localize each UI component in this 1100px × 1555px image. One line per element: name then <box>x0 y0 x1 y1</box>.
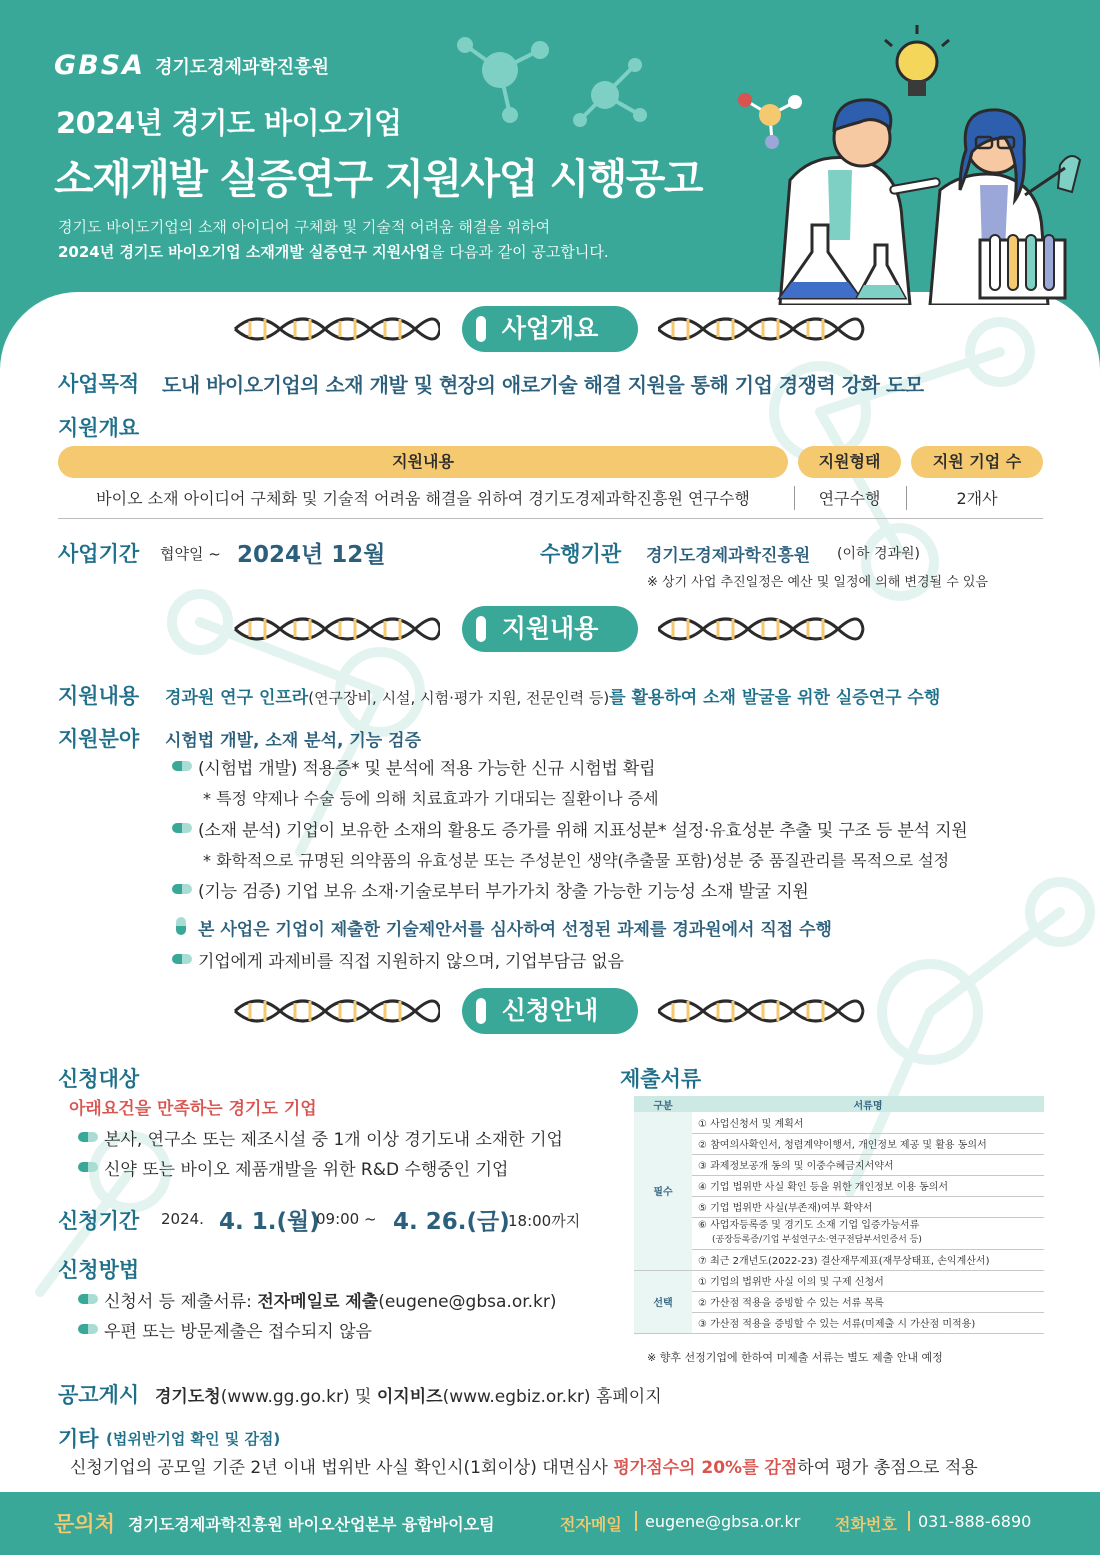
table-row <box>634 1291 1044 1312</box>
dna-left-icon <box>230 309 440 349</box>
table-bottom-line <box>58 518 1043 519</box>
support-field-label: 지원분야 <box>58 727 140 751</box>
section-banner-support <box>230 604 870 654</box>
period-prefix: 협약일 ~ <box>160 545 221 563</box>
etc-text: 신청기업의 공모일 기준 2년 이내 법위반 사실 확인시(1회이상) 대면심사 평가점수의 20%를 감점하여 평가 총점으로 적용 <box>70 1458 978 1478</box>
org-label: 수행기관 <box>540 542 622 566</box>
contact-phone: 031-888-6890 <box>918 1512 1032 1531</box>
docs-item: ④ 기업 법위반 사실 확인 등을 위한 개인정보 이용 동의서 <box>692 1175 1044 1196</box>
method-label: 신청방법 <box>58 1258 140 1282</box>
support-content-label: 지원내용 <box>58 684 140 708</box>
apply-period-label: 신청기간 <box>58 1209 140 1233</box>
scientists-illustration <box>420 20 1100 305</box>
purpose-label: 사업목적 <box>58 372 140 396</box>
docs-label: 제출서류 <box>620 1067 702 1091</box>
summary-label: 지원개요 <box>58 416 140 440</box>
target-item-2: 신약 또는 바이오 제품개발을 위한 R&D 수행중인 기업 <box>104 1160 509 1180</box>
post-label: 공고게시 <box>58 1383 140 1407</box>
table-row <box>634 1249 1044 1270</box>
capsule-bullet-icon <box>172 823 192 833</box>
section-banner-apply <box>230 986 870 1036</box>
capsule-vertical-icon <box>176 917 186 935</box>
schedule-note: ※ 상기 사업 추진일정은 예산 및 일정에 의해 변경될 수 있음 <box>647 575 989 590</box>
table-row <box>634 1270 1044 1291</box>
contact-org: 경기도경제과학진흥원 바이오산업본부 융합바이오팀 <box>128 1515 495 1534</box>
table-cell-count: 2개사 <box>956 489 998 508</box>
capsule-bullet-icon <box>172 954 192 964</box>
dna-right-icon <box>658 991 868 1031</box>
support-note-1: * 특정 약제나 수술 등에 의해 치료효과가 기대되는 질환이나 증세 <box>203 789 659 808</box>
title-line-1: 2024년 경기도 바이오기업 <box>56 106 402 140</box>
intro-line-2: 2024년 경기도 바이오기업 소재개발 실증연구 지원사업을 다음과 같이 공고합니다. <box>58 243 609 261</box>
apply-period-end-time: 18:00까지 <box>508 1212 581 1230</box>
table-row <box>634 1312 1044 1333</box>
docs-item: ⑥ 사업자등록증 및 경기도 소재 기업 입증가능서류 (공장등록증/기업 부설연구소·연구전담부서인증서 등) <box>692 1217 1044 1249</box>
intro-line-1: 경기도 바이도기업의 소재 아이디어 구체화 및 기술적 어려움 해결을 위하여 <box>58 218 551 236</box>
footer-separator <box>635 1511 637 1531</box>
docs-item: ③ 가산점 적용을 증빙할 수 있는 서류(미제출 시 가산점 미적용) <box>692 1312 1044 1333</box>
capsule-bullet-icon <box>78 1324 98 1334</box>
docs-note: ※ 향후 선정기업에 한하여 미제출 서류는 별도 제출 안내 예정 <box>647 1351 943 1364</box>
docs-item: ② 참여의사확인서, 청렴계약이행서, 개인정보 제공 및 활용 동의서 <box>692 1133 1044 1154</box>
support-item-2: (소재 분석) 기업이 보유한 소재의 활용도 증가를 위해 지표성분* 설정·유효성분 추출 및 구조 등 분석 지원 <box>198 821 968 841</box>
logo-name: 경기도경제과학진흥원 <box>155 56 329 78</box>
capsule-bullet-icon <box>78 1294 98 1304</box>
support-item-1: (시험법 개발) 적용증* 및 분석에 적용 가능한 신규 시험법 확립 <box>198 759 656 779</box>
apply-period-start: 4. 1.(월) <box>219 1209 320 1235</box>
support-content-text: 경과원 연구 인프라(연구장비, 시설, 시험·평가 지원, 전문인력 등)를 활용하여 소재 발굴을 위한 실증연구 수행 <box>165 688 941 708</box>
dna-right-icon <box>658 609 868 649</box>
etc-sub: (법위반기업 확인 및 감점) <box>106 1430 281 1448</box>
support-field-title: 시험법 개발, 소재 분석, 기능 검증 <box>165 731 421 751</box>
contact-email[interactable]: eugene@gbsa.or.kr <box>645 1512 801 1531</box>
docs-header-name: 서류명 <box>692 1096 1044 1112</box>
method-item-2: 우편 또는 방문제출은 접수되지 않음 <box>104 1322 372 1342</box>
support-note-2: * 화학적으로 규명된 의약품의 유효성분 또는 주성분인 생약(추출물 포함)성분 중 품질관리를 목적으로 설정 <box>203 851 950 870</box>
docs-item: ⑦ 최근 2개년도(2022-23) 결산재무제표(재무상태표, 손익계산서) <box>692 1249 1044 1270</box>
table-divider <box>794 486 795 510</box>
section-title-apply: 신청안내 <box>462 988 638 1034</box>
email-label: 전자메일 <box>560 1515 622 1534</box>
phone-label: 전화번호 <box>835 1515 897 1534</box>
support-highlight: 본 사업은 기업이 제출한 기술제안서를 심사하여 선정된 과제를 경과원에서 직접 수행 <box>198 920 832 940</box>
docs-item: ① 사업신청서 및 계획서 <box>692 1112 1044 1133</box>
table-row <box>634 1154 1044 1175</box>
docs-header-category: 구분 <box>634 1096 692 1112</box>
table-cell-content: 바이오 소재 아이디어 구체화 및 기술적 어려움 해결을 위하여 경기도경제과학진흥원 연구수행 <box>96 489 750 508</box>
method-item-1: 신청서 등 제출서류: 전자메일로 제출(eugene@gbsa.or.kr) <box>104 1292 557 1312</box>
capsule-bullet-icon <box>78 1162 98 1172</box>
table-header-count: 지원 기업 수 <box>911 446 1043 478</box>
docs-item: ① 기업의 법위반 사실 이의 및 구제 신청서 <box>692 1270 1044 1291</box>
section-title-support: 지원내용 <box>462 606 638 652</box>
capsule-bullet-icon <box>172 761 192 771</box>
docs-table <box>634 1096 1044 1334</box>
table-row <box>634 1175 1044 1196</box>
table-cell-type: 연구수행 <box>818 489 881 508</box>
dna-right-icon <box>658 309 868 349</box>
section-banner-overview <box>230 304 870 354</box>
apply-period-start-time: 09:00 ~ <box>316 1210 377 1228</box>
target-item-1: 본사, 연구소 또는 제조시설 중 1개 이상 경기도내 소재한 기업 <box>104 1130 563 1150</box>
section-title-overview: 사업개요 <box>462 306 638 352</box>
docs-category-optional: 선택 <box>634 1270 692 1333</box>
purpose-text: 도내 바이오기업의 소재 개발 및 현장의 애로기술 해결 지원을 통해 기업 경쟁력 강화 도모 <box>162 373 924 397</box>
table-header-type: 지원형태 <box>798 446 901 478</box>
table-row <box>634 1112 1044 1133</box>
logo-mark: GBSA <box>54 50 146 81</box>
target-sub: 아래요건을 만족하는 경기도 기업 <box>69 1099 317 1119</box>
page-title: 소재개발 실증연구 지원사업 시행공고 <box>54 155 703 203</box>
table-header-content: 지원내용 <box>58 446 788 478</box>
gbsa-logo <box>54 50 329 81</box>
table-divider <box>906 486 907 510</box>
dna-left-icon <box>230 609 440 649</box>
footer-separator <box>908 1511 910 1531</box>
table-row <box>634 1133 1044 1154</box>
org-name: 경기도경제과학진흥원 <box>646 546 811 566</box>
capsule-bullet-icon <box>78 1132 98 1142</box>
org-note: (이하 경과원) <box>837 546 920 562</box>
support-item-3: (기능 검증) 기업 보유 소재·기술로부터 부가가치 창출 가능한 기능성 소재 발굴 지원 <box>198 882 809 902</box>
table-row <box>634 1217 1044 1249</box>
table-row <box>634 1196 1044 1217</box>
docs-table-header <box>634 1096 1044 1112</box>
docs-item: ③ 과제정보공개 동의 및 이중수혜금지서약서 <box>692 1154 1044 1175</box>
period-end: 2024년 12월 <box>237 542 386 568</box>
docs-category-required: 필수 <box>634 1112 692 1270</box>
docs-item: ⑤ 기업 법위반 사실(부존재)여부 확약서 <box>692 1196 1044 1217</box>
target-label: 신청대상 <box>58 1067 140 1091</box>
period-label: 사업기간 <box>58 542 140 566</box>
post-text: 경기도청(www.gg.go.kr) 및 이지비즈(www.egbiz.or.kr) 홈페이지 <box>155 1387 662 1407</box>
contact-label: 문의처 <box>54 1512 115 1536</box>
docs-item: ② 가산점 적용을 증빙할 수 있는 서류 목록 <box>692 1291 1044 1312</box>
apply-period-end: 4. 26.(금) <box>393 1209 510 1235</box>
etc-label: 기타 <box>58 1427 99 1451</box>
support-extra: 기업에게 과제비를 직접 지원하지 않으며, 기업부담금 없음 <box>198 952 624 972</box>
capsule-bullet-icon <box>172 884 192 894</box>
apply-period-year: 2024. <box>161 1210 204 1228</box>
dna-left-icon <box>230 991 440 1031</box>
